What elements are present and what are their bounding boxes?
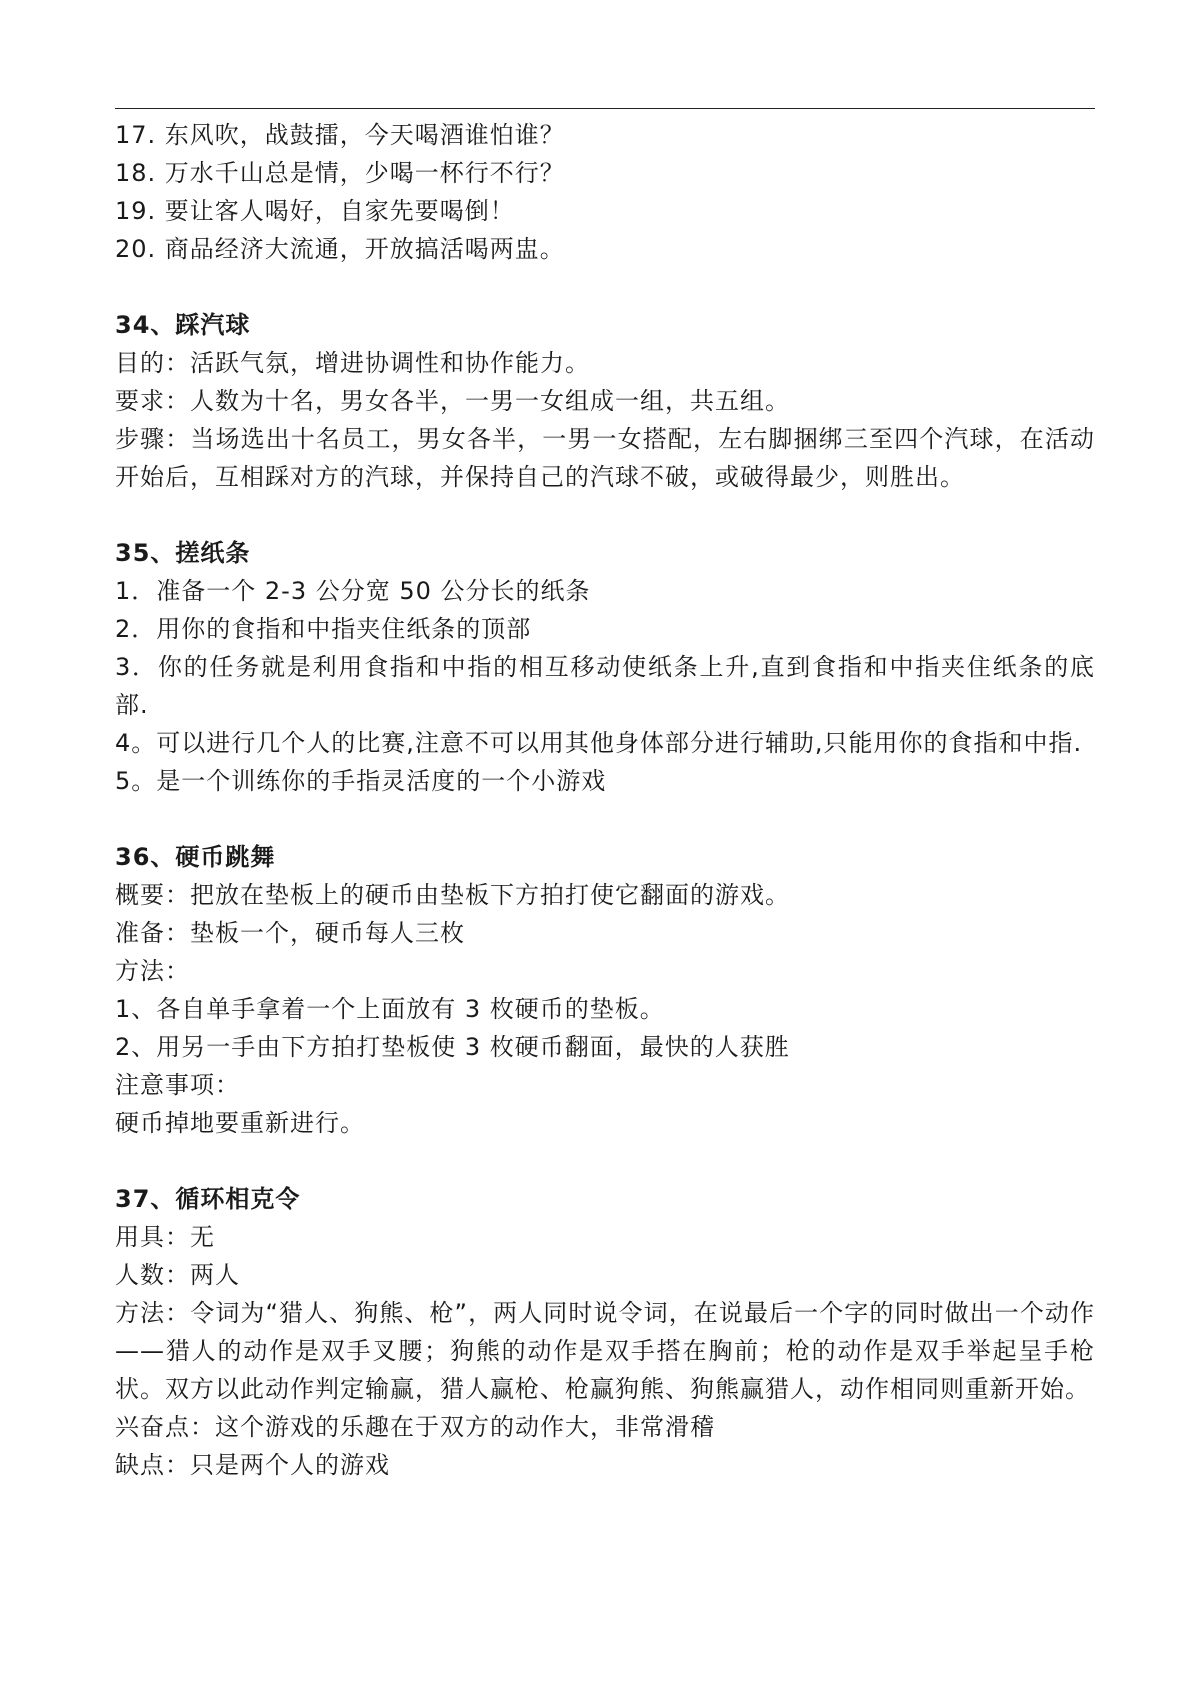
section-summary: 概要：把放在垫板上的硬币由垫板下方拍打使它翻面的游戏。 — [115, 881, 790, 909]
list-item: 20. 商品经济大流通，开放搞活喝两盅。 — [115, 235, 565, 263]
list-item: 2．用你的食指和中指夹住纸条的顶部 — [115, 615, 532, 643]
section-34 — [115, 306, 1095, 496]
section-highlight: 兴奋点：这个游戏的乐趣在于双方的动作大，非常滑稽 — [115, 1413, 715, 1441]
section-method-label: 方法： — [115, 957, 190, 985]
section-title: 35、搓纸条 — [115, 539, 251, 567]
list-item: 5。是一个训练你的手指灵活度的一个小游戏 — [115, 767, 607, 795]
section-title: 37、循环相克令 — [115, 1185, 301, 1213]
list-item: 18. 万水千山总是情，少喝一杯行不行？ — [115, 159, 565, 187]
section-method: 方法：令词为“猎人、狗熊、枪”，两人同时说令词，在说最后一个字的同时做出一个动作——猎人的动作是双手叉腰；狗熊的动作是双手搭在胸前；枪的动作是双手举起呈手枪状。双方以此动作判定输赢，猎人赢枪、枪赢狗熊、狗熊赢猎人，动作相同则重新开始。 — [115, 1299, 1095, 1403]
section-notes-label: 注意事项： — [115, 1071, 240, 1099]
section-36 — [115, 838, 1095, 1142]
list-item: 1、各自单手拿着一个上面放有 3 枚硬币的垫板。 — [115, 995, 665, 1023]
list-item: 19. 要让客人喝好，自家先要喝倒！ — [115, 197, 515, 225]
header-rule — [115, 108, 1095, 109]
spacer — [115, 1142, 1095, 1180]
spacer — [115, 268, 1095, 306]
section-steps: 步骤：当场选出十名员工，男女各半，一男一女搭配，左右脚捆绑三至四个汽球，在活动开始后，互相踩对方的汽球，并保持自己的汽球不破，或破得最少，则胜出。 — [115, 425, 1095, 491]
document-page — [115, 0, 1095, 1698]
section-drawback: 缺点：只是两个人的游戏 — [115, 1451, 390, 1479]
section-people: 人数：两人 — [115, 1261, 240, 1289]
section-purpose: 目的：活跃气氛，增进协调性和协作能力。 — [115, 349, 590, 377]
section-tools: 用具：无 — [115, 1223, 215, 1251]
section-note: 硬币掉地要重新进行。 — [115, 1109, 365, 1137]
list-item: 3．你的任务就是利用食指和中指的相互移动使纸条上升,直到食指和中指夹住纸条的底部. — [115, 653, 1095, 719]
toast-list — [115, 116, 1095, 268]
section-prep: 准备：垫板一个，硬币每人三枚 — [115, 919, 465, 947]
section-title: 34、踩汽球 — [115, 311, 251, 339]
document-body — [115, 116, 1095, 1484]
spacer — [115, 800, 1095, 838]
list-item: 2、用另一手由下方拍打垫板使 3 枚硬币翻面，最快的人获胜 — [115, 1033, 790, 1061]
list-item: 1．准备一个 2-3 公分宽 50 公分长的纸条 — [115, 577, 591, 605]
spacer — [115, 496, 1095, 534]
list-item: 17. 东风吹，战鼓擂，今天喝酒谁怕谁？ — [115, 121, 565, 149]
list-item: 4。可以进行几个人的比赛,注意不可以用其他身体部分进行辅助,只能用你的食指和中指. — [115, 729, 1083, 757]
section-requirement: 要求：人数为十名，男女各半，一男一女组成一组，共五组。 — [115, 387, 790, 415]
section-title: 36、硬币跳舞 — [115, 843, 276, 871]
section-37 — [115, 1180, 1095, 1484]
section-35 — [115, 534, 1095, 800]
